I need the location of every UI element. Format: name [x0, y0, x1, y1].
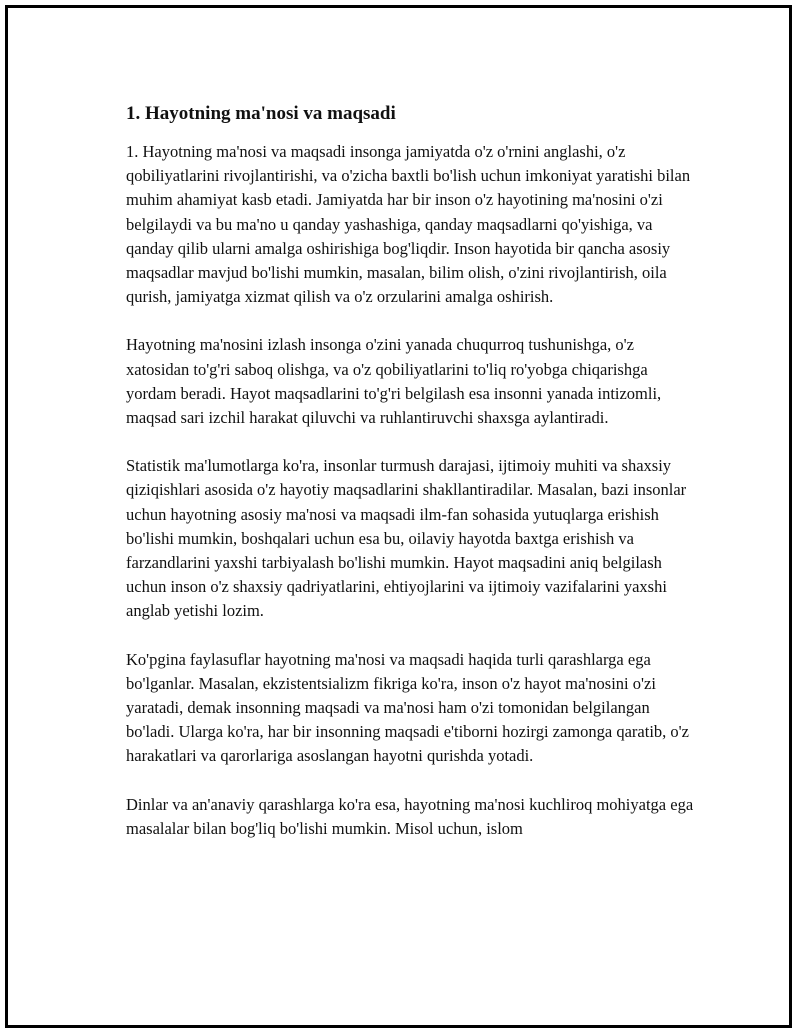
- paragraph-5: Dinlar va an'anaviy qarashlarga ko'ra esa, hayotning ma'nosi kuchliroq mohiyatga ega masalalar bilan bog'liq bo'lishi mumkin. Misol uchun, islom: [126, 794, 694, 838]
- section-title: 1. Hayotning ma'nosi va maqsadi: [126, 103, 396, 124]
- paragraph-1: 1. Hayotning ma'nosi va maqsadi insonga jamiyatda o'z o'rnini anglashi, o'z qobiliyatlarini rivojlantirishi, va o'zicha baxtli bo'lish uchun imkoniyat yaratishi bilan muhim ahamiyat kasb etadi. Jamiyatda har bir inson o'z hayotining ma'nosini o'zi belgilaydi va bu ma'no u qanday yashashiga, qanday maqsadlarni qo'yishiga, va qanday qilib ularni amalga oshirishiga bog'liqdir. Inson hayotida bir qancha asosiy maqsadlar mavjud bo'lishi mumkin, masalan, bilim olish, o'zini rivojlantirish, oila qurish, jamiyatga xizmat qilish va o'z orzularini amalga oshirish.: [126, 142, 691, 307]
- document-body: [126, 100, 696, 865]
- paragraph-4: Ko'pgina faylasuflar hayotning ma'nosi va maqsadi haqida turli qarashlarga ega bo'lganlar. Masalan, ekzistentsializm fikriga ko'ra, inson o'z hayot ma'nosini o'zi yaratadi, demak insonning maqsadi va ma'nosi ham o'zi tomonidan belgilangan bo'ladi. Ularga ko'ra, har bir insonning maqsadi e'tiborni hozirgi zamonga qaratib, o'z harakatlari va qarorlariga asoslangan hayotni qurishda yotadi.: [126, 649, 689, 766]
- paragraph-3: Statistik ma'lumotlarga ko'ra, insonlar turmush darajasi, ijtimoiy muhiti va shaxsiy qiziqishlari asosida o'z hayotiy maqsadlarini shakllantiradilar. Masalan, bazi insonlar uchun hayotning asosiy ma'nosi va maqsadi ilm-fan sohasida yutuqlarga erishish bo'lishi mumkin, boshqalari uchun esa bu, oilaviy hayotda baxtga erishish va farzandlarini yaxshi tarbiyalash bo'lishi mumkin. Hayot maqsadini aniq belgilash uchun inson o'z shaxsiy qadriyatlarini, ehtiyojlarini va ijtimoiy vazifalarini yaxshi anglab yetishi lozim.: [126, 456, 687, 621]
- paragraph-2: Hayotning ma'nosini izlash insonga o'zini yanada chuqurroq tushunishga, o'z xatosidan to'g'ri saboq olishga, va o'z qobiliyatlarini to'liq ro'yobga chiqarishga yordam beradi. Hayot maqsadlarini to'g'ri belgilash esa insonni yanada intizomli, maqsad sari izchil harakat qiluvchi va ruhlantiruvchi shaxsga aylantiradi.: [126, 335, 662, 428]
- page-frame: [5, 5, 792, 1028]
